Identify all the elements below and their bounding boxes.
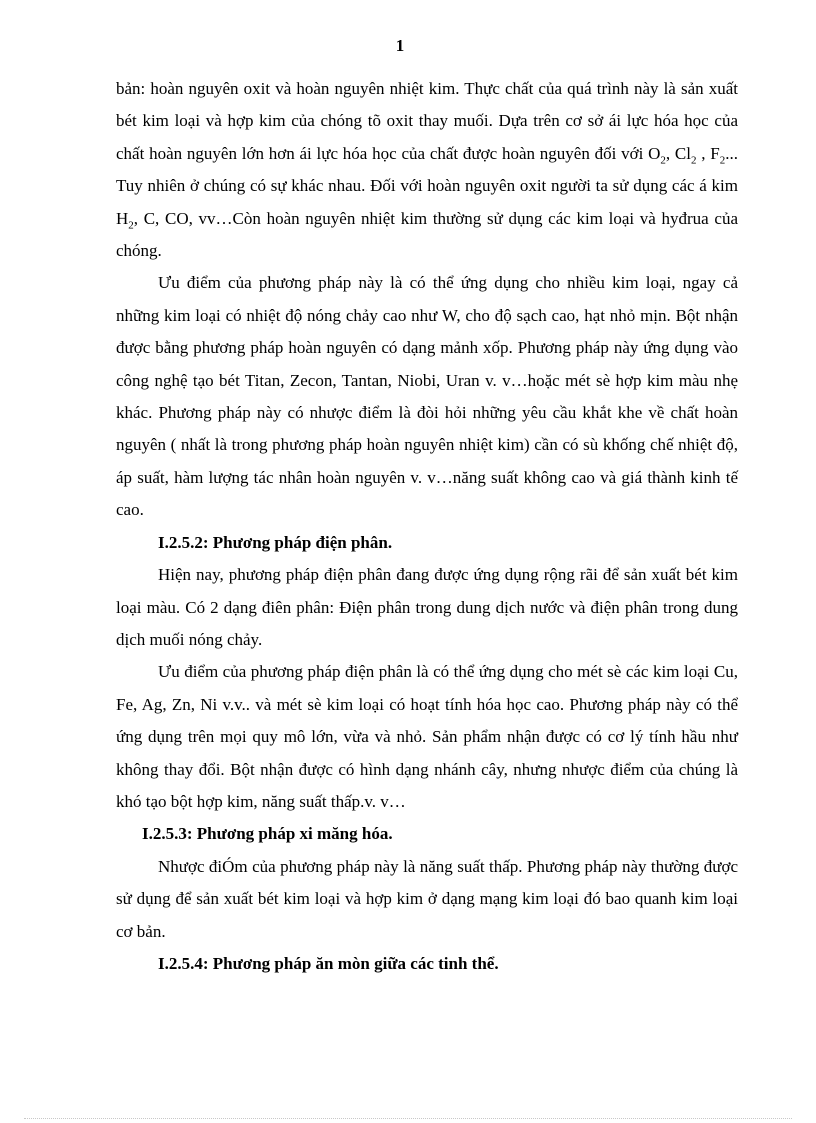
page-bottom-divider (24, 1118, 792, 1119)
paragraph-electrolysis-intro: Hiện nay, phương pháp điện phân đang được ứng dụng rộng rãi để sản xuất bét kim loại màu. Có 2 dạng điên phân: Điện phân trong dung dịch nước và điện phân trong dung dịch muối nóng chảy. (116, 565, 738, 649)
paragraph-reduction-advantages: Ưu điểm của phương pháp này là có thể ứng dụng cho nhiều kim loại, ngay cả những kim loại có nhiệt độ nóng chảy cao như W, cho độ sạch cao, hạt nhỏ mịn. Bột nhận được bằng phương pháp hoàn nguyên có dạng mảnh xốp. Phương pháp này ứng dụng vào công nghệ tạo bét Titan, Zecon, Tantan, Niobi, Uran v. v…hoặc mét sè hợp kim màu nhẹ khác. Phương pháp này có nhược điểm là đòi hỏi những yêu cầu khắt khe về chất hoàn nguyên ( nhất là trong phương pháp hoàn nguyên nhiệt kim) cần có sù khống chế nhiệt độ, áp suất, hàm lượng tác nhân hoàn nguyên v. v…năng suất không cao và giá thành kinh tế cao. (116, 273, 738, 520)
paragraph-cementation: Nhược điÓm của phương pháp này là năng suất thấp. Phương pháp này thường được sử dụng để sản xuất bét kim loại và hợp kim ở dạng mạng kim loại đó bao quanh kim loại cơ bản. (116, 856, 738, 941)
paragraph-electrolysis-advantages: Ưu điểm của phương pháp điện phân là có thể ứng dụng cho mét sè các kim loại Cu, Fe, Ag, Zn, Ni v.v.. và mét sè kim loại có hoạt tính hóa học cao. Phương pháp này có thể ứng dụng trên mọi quy mô lớn, vừa và nhỏ. Sản phẩm nhận được có cơ lý tính hầu như không thay đổi. Bột nhận được có hình dạng nhánh cây, nhưng nhược điểm của chúng là khó tạo bột hợp kim, năng suất thấp.v. v… (116, 662, 738, 811)
paragraph-reduction-intro: bản: hoàn nguyên oxit và hoàn nguyên nhiệt kim. Thực chất của quá trình này là sản xuất bét kim loại và hợp kim của chóng tõ oxit thay muối. Dựa trên cơ sở ái lực hóa học của chất hoàn nguyên lớn hơn ái lực hóa học của chất được hoàn nguyên đối với $O_2$, $Cl_2$ , $F_2$... Tuy nhiên ở chúng có sự khác nhau. Đối với hoàn nguyên oxit người ta sử dụng các á kim $H_2$, C, CO, vv…Còn hoàn nguyên nhiệt kim thường sử dụng các kim loại và hyđrua của chóng. (116, 79, 738, 261)
heading-electrolysis: I.2.5.2: Phương pháp điện phân. (158, 532, 393, 552)
page-number: 1 (395, 36, 405, 55)
document-body (116, 73, 738, 980)
heading-intergranular-corrosion: I.2.5.4: Phương pháp ăn mòn giữa các tinh thể. (158, 953, 499, 973)
heading-cementation: I.2.5.3: Phương pháp xi măng hóa. (142, 824, 393, 844)
